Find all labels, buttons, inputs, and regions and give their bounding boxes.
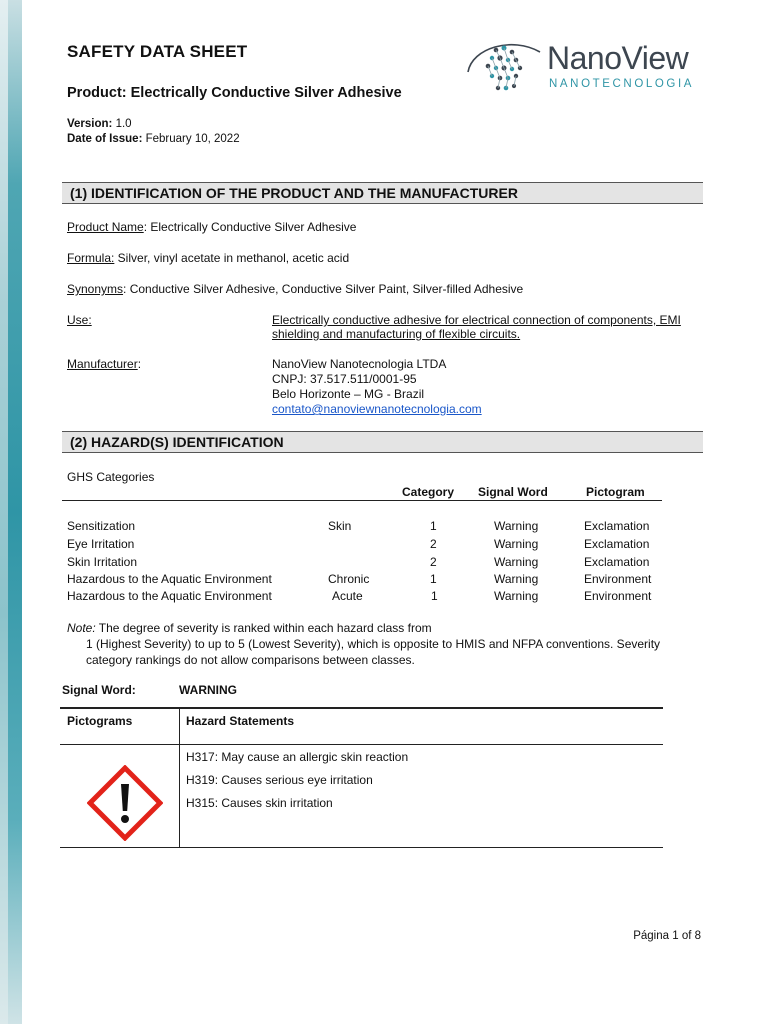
document-title: SAFETY DATA SHEET: [67, 42, 248, 61]
manufacturer-cnpj: CNPJ: 37.517.511/0001-95: [272, 372, 417, 386]
signal-word-value: WARNING: [179, 683, 237, 697]
hazard-category: 2: [430, 537, 437, 551]
severity-note: [67, 620, 697, 668]
ghs-header-rule: [62, 500, 662, 501]
hazard-statement-h315: H315: Causes skin irritation: [186, 796, 333, 810]
decorative-side-bar-highlight: [0, 0, 8, 1024]
product-name-field: [67, 220, 356, 234]
note-line-2: 1 (Highest Severity) to up to 5 (Lowest Severity), which is opposite to HMIS and NFPA conventions. Severity: [86, 637, 661, 651]
hazard-category: 2: [430, 555, 437, 569]
hazard-category: 1: [430, 572, 437, 586]
version-line: [67, 118, 132, 130]
hazard-signal-word: Warning: [494, 589, 539, 603]
hazard-statement-h317: H317: May cause an allergic skin reaction: [186, 750, 409, 764]
exclamation-mark-pictogram-icon: [87, 765, 163, 841]
ghs-categories-label: GHS Categories: [67, 470, 155, 484]
note-label: Note:: [67, 621, 96, 635]
logo-subtitle: NANOTECNOLOGIA: [549, 78, 695, 90]
date-value: February 10, 2022: [142, 133, 240, 145]
manufacturer-email-row: [272, 402, 482, 416]
signal-word-label: Signal Word:: [62, 683, 136, 697]
note-line-1: Note: The degree of severity is ranked within each hazard class from: [67, 621, 432, 635]
pictogram-table-header-rule: [60, 744, 663, 745]
page-number: Página 1 of 8: [633, 930, 701, 942]
hazard-statement-h319: H319: Causes serious eye irritation: [186, 773, 373, 787]
manufacturer-label: Manufacturer: [67, 357, 138, 371]
product-name-label: Product Name: [67, 220, 144, 234]
hazard-signal-word: Warning: [494, 572, 539, 586]
column-header-category: Category: [402, 485, 455, 499]
pictogram-table-divider: [179, 708, 180, 848]
hazard-pictogram: Environment: [584, 589, 652, 603]
hazard-pictogram: Exclamation: [584, 519, 650, 533]
product-title: Product: Electrically Conductive Silver Adhesive: [67, 85, 402, 101]
product-name-value: : Electrically Conductive Silver Adhesive: [143, 220, 357, 234]
section-2-heading: (2) HAZARD(S) IDENTIFICATION: [62, 431, 703, 453]
synonyms-field: [67, 282, 523, 296]
manufacturer-location: Belo Horizonte – MG - Brazil: [272, 387, 425, 401]
hazard-signal-word: Warning: [494, 519, 539, 533]
decorative-side-bar: [0, 0, 22, 1024]
hazard-category: 1: [431, 589, 438, 603]
hazard-statements-column-header: Hazard Statements: [186, 714, 295, 728]
hazard-class: Sensitization: [67, 519, 136, 533]
hazard-signal-word: Warning: [494, 537, 539, 551]
synonyms-label: Synonyms: [67, 282, 124, 296]
hazard-pictogram: Exclamation: [584, 537, 650, 551]
column-header-signal-word: Signal Word: [478, 485, 548, 499]
hazard-subtype: Skin: [328, 519, 352, 533]
pictogram-table-top-rule: [60, 707, 663, 709]
column-header-pictogram: Pictogram: [586, 485, 645, 499]
use-line-1: Electrically conductive adhesive for electrical connection of components, EMI: [272, 313, 681, 327]
hazard-subtype: Chronic: [328, 572, 370, 586]
pictograms-column-header: Pictograms: [67, 714, 133, 728]
hazard-category: 1: [430, 519, 437, 533]
hazard-class: Hazardous to the Aquatic Environment: [67, 589, 272, 603]
formula-label: Formula:: [67, 251, 115, 265]
version-label: Version:: [67, 118, 113, 130]
hazard-class: Skin Irritation: [67, 555, 138, 569]
hazard-signal-word: Warning: [494, 555, 539, 569]
use-field: [67, 313, 92, 327]
manufacturer-field: [67, 357, 141, 371]
date-label: Date of Issue:: [67, 133, 143, 145]
use-line-2: shielding and manufacturing of flexible circuits.: [272, 327, 521, 341]
pictogram-table-bottom-rule: [60, 847, 663, 848]
version-value: 1.0: [112, 118, 132, 130]
hazard-pictogram: Environment: [584, 572, 652, 586]
formula-value: Silver, vinyl acetate in methanol, acetic acid: [114, 251, 350, 265]
use-label: Use:: [67, 313, 92, 327]
manufacturer-colon: :: [137, 357, 142, 371]
hazard-pictogram: Exclamation: [584, 555, 650, 569]
synonyms-value: : Conductive Silver Adhesive, Conductive Silver Paint, Silver-filled Adhesive: [123, 282, 524, 296]
logo-molecule-icon: [462, 38, 546, 98]
logo-wordmark: NanoView: [547, 40, 689, 76]
hazard-subtype: Acute: [332, 589, 363, 603]
formula-field: [67, 251, 349, 265]
date-line: [67, 133, 240, 145]
manufacturer-name: NanoView Nanotecnologia LTDA: [272, 357, 447, 371]
nanoview-logo: [462, 38, 712, 98]
section-1-heading: (1) IDENTIFICATION OF THE PRODUCT AND THE MANUFACTURER: [62, 182, 703, 204]
note-line-3: category rankings do not allow comparisons between classes.: [86, 653, 415, 667]
hazard-class: Hazardous to the Aquatic Environment: [67, 572, 272, 586]
manufacturer-email-link[interactable]: contato@nanoviewnanotecnologia.com: [272, 402, 482, 416]
hazard-class: Eye Irritation: [67, 537, 135, 551]
